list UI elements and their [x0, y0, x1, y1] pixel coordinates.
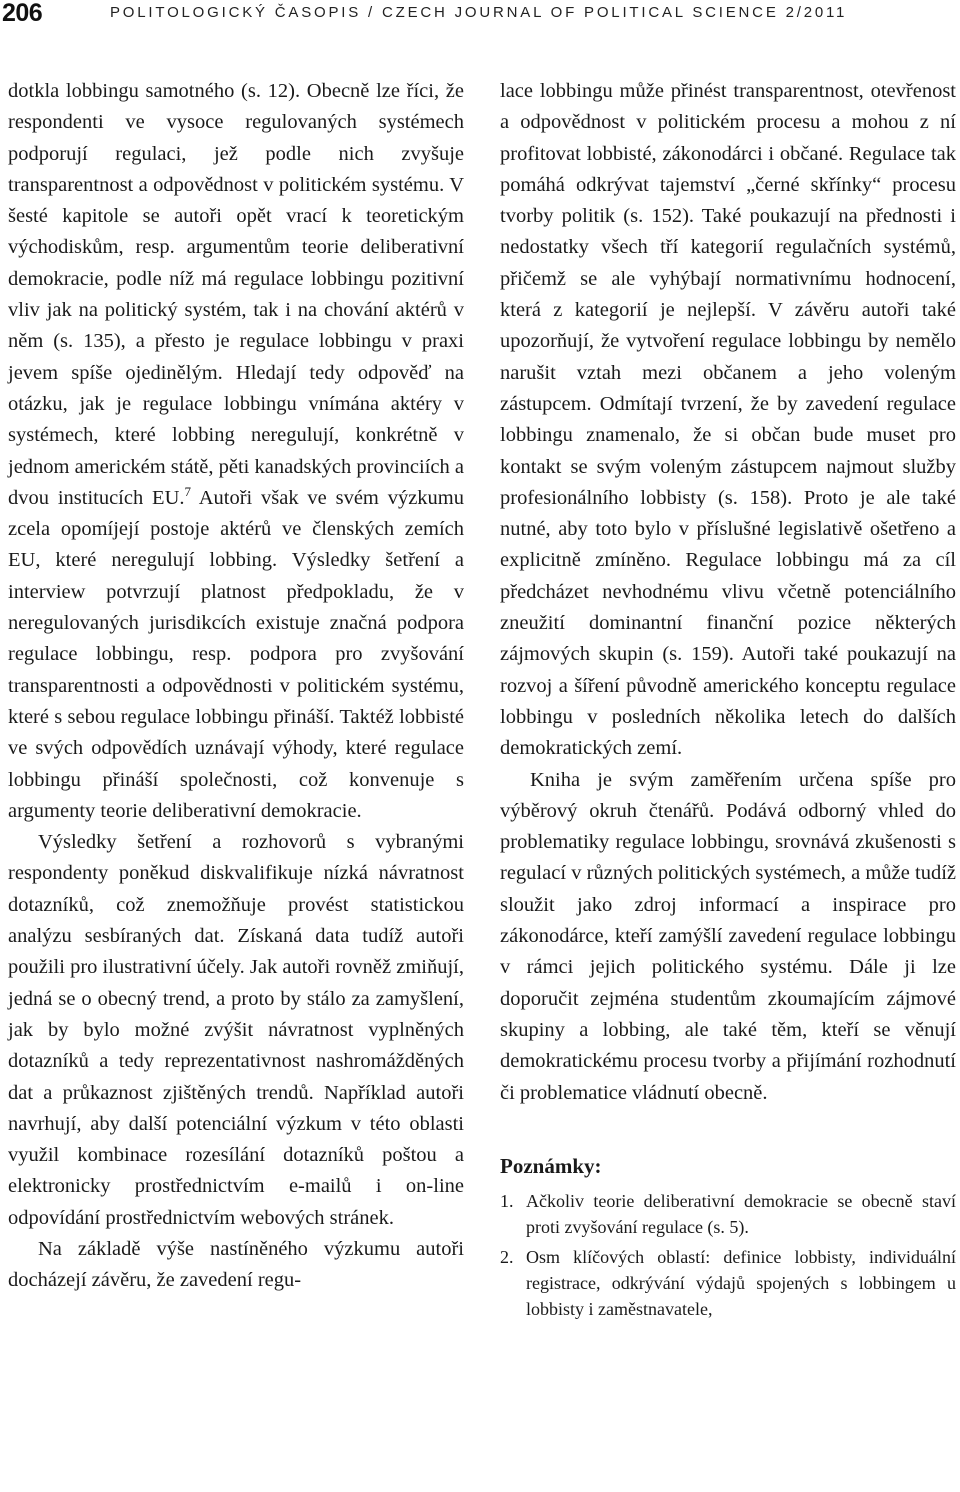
footnote-text: Osm klíčových oblastí: definice lobbisty, individuální registrace, odkrývání výdajů spojených s lobbingem u lobbisty i zaměstnavatele,: [526, 1247, 956, 1320]
left-column: [8, 76, 464, 1297]
paragraph-text: dotkla lobbingu samotného (s. 12). Obecně lze říci, že respondenti ve vysoce regulovaných systémech podporují regulaci, jež podle nich zvyšuje transparentnost a odpovědnost v politickém systému. V šesté kapitole se autoři opět vrací k teoretickým východiskům, resp. argumentům teorie deliberativní demokracie, podle níž má regulace lobbingu pozitivní vliv jak na politický systém, tak i na chování aktérů v něm (s. 135), a přesto je regulace lobbingu v praxi jevem spíše ojedinělým. Hledají tedy odpověď na otázku, jak je regulace lobbingu vnímána aktéry v systémech, které lobbing neregulují, konkrétně v jednom americkém státě, pěti kanadských provinciích a dvou institucích EU.: [8, 80, 464, 509]
footnote-number: 1.: [500, 1191, 514, 1212]
footnote: [500, 1188, 956, 1240]
page-header: [0, 0, 960, 30]
journal-title: POLITOLOGICKÝ ČASOPIS / CZECH JOURNAL OF POLITICAL SCIENCE 2/2011: [110, 4, 848, 21]
paragraph-text: Autoři však ve svém výzkumu zcela opomíjejí postoje aktérů ve členských zemích EU, které neregulují lobbing. Výsledky šetření a interview potvrzují platnost předpokladu, že v neregulovaných jurisdikcích existuje značná podpora regulace lobbingu, resp. podpora pro zvyšování transparentnosti a odpovědnosti v politickém systému, které s sebou regulace lobbingu přináší. Taktéž lobbisté ve svých odpovědích uznávají výhody, které regulace lobbingu přináší společnosti, což konvenuje s argumenty teorie deliberativní demokracie.: [8, 486, 464, 822]
body-paragraph: Kniha je svým zaměřením určena spíše pro výběrový okruh čtenářů. Podává odborný vhled do problematiky regulace lobbingu, srovnává zkušenosti s regulací v různých politických systémech, a může tudíž sloužit jako zdroj informací a inspirace pro zákonodárce, kteří zamýšlí zavedení regulace lobbingu v rámci jejich politického systému. Dále ji lze doporučit zejména studentům zkoumajícím zájmové skupiny a lobbing, ale také těm, kteří se věnují demokratickému procesu tvorby a přijímání rozhodnutí či problematice vládnutí obecně.: [500, 768, 956, 1104]
footnote-text: Ačkoliv teorie deliberativní demokracie se obecně staví proti zvyšování regulace (s. 5).: [526, 1191, 956, 1238]
page-number: 206: [2, 0, 43, 27]
right-column: [500, 76, 956, 1322]
footnote: [500, 1244, 956, 1322]
notes-heading: Poznámky:: [500, 1153, 602, 1178]
footnote-marker[interactable]: 7: [184, 483, 191, 499]
body-paragraph: Na základě výše nastíněného výzkumu autoři docházejí závěru, že zavedení regu-: [8, 1237, 464, 1292]
body-paragraph: Výsledky šetření a rozhovorů s vybranými respondenty poněkud diskvalifikuje nízká návratnost dotazníků, což znemožňuje provést statistickou analýzu sesbíraných dat. Získaná data tudíž autoři použili pro ilustrativní účely. Jak autoři rovněž zmiňují, jedná se o obecný trend, a proto by stálo za zamyšlení, jak by bylo možné zvýšit návratnost vyplněných dotazníků a tedy reprezentativnost nashromážděných dat a průkaznost zjištěných trendů. Například autoři navrhují, aby další potenciální výzkum v této oblasti využil kombinace rozesílání dotazníků poštou a elektronicky prostřednictvím e-mailů i on-line odpovídání prostřednictvím webových stránek.: [8, 831, 464, 1229]
footnote-number: 2.: [500, 1247, 514, 1268]
body-paragraph: lace lobbingu může přinést transparentnost, otevřenost a odpovědnost v politickém procesu a mohou z ní profitovat lobbisté, zákonodárci i občané. Regulace tak pomáhá odkrývat tajemství „černé skřínky“ procesu tvorby politik (s. 152). Také poukazují na přednosti i nedostatky všech tří kategorií regulačních systémů, přičemž se ale vyhýbají normativnímu hodnocení, která z kategorií je nejlepší. V závěru autoři také upozorňují, že vytvoření regulace lobbingu by nemělo narušit vztah mezi občanem a jeho voleným zástupcem. Odmítají tvrzení, že by zavedení regulace lobbingu znamenalo, že si občan bude muset pro kontakt se svým voleným zástupcem najmout služby profesionálního lobbisty (s. 158). Proto je ale také nutné, aby toto bylo v příslušné legislativě ošetřeno a explicitně zmíněno. Regulace lobbingu má za cíl předcházet nevhodnému vlivu včetně potenciálního zneužití dominantní finanční pozice některých zájmových skupin (s. 159). Autoři také poukazují na rozvoj a šíření původně amerického konceptu regulace lobbingu v posledních několika letech do dalších demokratických zemí.: [500, 80, 956, 760]
body-paragraph: [8, 76, 464, 827]
